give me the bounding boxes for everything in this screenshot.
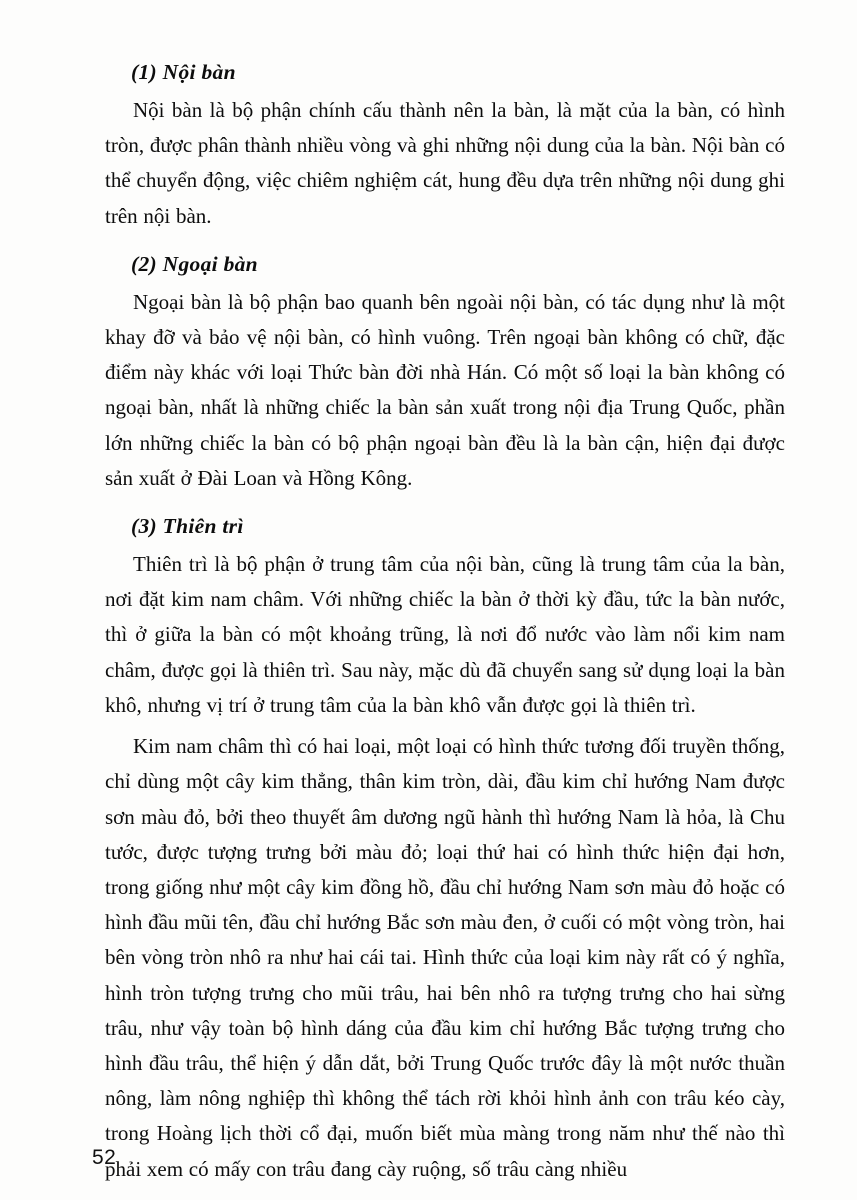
paragraph: Ngoại bàn là bộ phận bao quanh bên ngoài nội bàn, có tác dụng như là một khay đỡ và bảo vệ nội bàn, có hình vuông. Trên ngoại bàn không có chữ, đặc điểm này khác với loại Thức bàn đời nhà Hán. Có một số loại la bàn không có ngoại bàn, nhất là những chiếc la bàn sản xuất trong nội địa Trung Quốc, phần lớn những chiếc la bàn có bộ phận ngoại bàn đều là la bàn cận, hiện đại được sản xuất ở Đài Loan và Hồng Kông.	[105, 289, 785, 490]
section-heading: (1) Nội bàn	[131, 60, 236, 84]
section-ngoai-ban	[105, 250, 785, 496]
section-noi-ban	[105, 58, 785, 234]
paragraph: Thiên trì là bộ phận ở trung tâm của nội bàn, cũng là trung tâm của la bàn, nơi đặt kim nam châm. Với những chiếc la bàn ở thời kỳ đầu, tức la bàn nước, thì ở giữa la bàn có một khoảng trũng, là nơi đổ nước vào làm nổi kim nam châm, được gọi là thiên trì. Sau này, mặc dù đã chuyển sang sử dụng loại la bàn khô, nhưng vị trí ở trung tâm của la bàn khô vẫn được gọi là thiên trì.	[105, 552, 785, 717]
text-column	[105, 58, 785, 1187]
paragraph: Nội bàn là bộ phận chính cấu thành nên la bàn, là mặt của la bàn, có hình tròn, được phân thành nhiều vòng và ghi những nội dung của la bàn. Nội bàn có thể chuyển động, việc chiêm nghiệm cát, hung đều dựa trên những nội dung ghi trên nội bàn.	[105, 98, 785, 228]
section-body	[105, 285, 785, 496]
section-heading: (2) Ngoại bàn	[131, 251, 258, 276]
section-thien-tri	[105, 512, 785, 1187]
paragraph: Kim nam châm thì có hai loại, một loại có hình thức tương đối truyền thống, chỉ dùng một cây kim thẳng, thân kim tròn, dài, đầu kim chỉ hướng Nam được sơn màu đỏ, bởi theo thuyết âm dương ngũ hành thì hướng Nam là hỏa, là Chu tước, được tượng trưng bởi màu đỏ; loại thứ hai có hình thức hiện đại hơn, trong giống như một cây kim đồng hồ, đầu chỉ hướng Nam sơn màu đỏ hoặc có hình đầu mũi tên, đầu chỉ hướng Bắc sơn màu đen, ở cuối có một vòng tròn, hai bên vòng tròn nhô ra như hai cái tai. Hình thức của loại kim này rất có ý nghĩa, hình tròn tượng trưng cho mũi trâu, hai bên nhô ra tượng trưng cho hai sừng trâu, như vậy toàn bộ hình dáng của đầu kim chỉ hướng Bắc tượng trưng cho hình đầu trâu, thể hiện ý dẫn dắt, bởi Trung Quốc trước đây là một nước thuần nông, làm nông nghiệp thì không thể tách rời khỏi hình ảnh con trâu kéo cày, trong Hoàng lịch thời cổ đại, muốn biết mùa màng trong năm như thế nào thì phải xem có mấy con trâu đang cày ruộng, số trâu càng nhiều	[105, 734, 785, 1181]
section-body	[105, 547, 785, 1187]
section-body	[105, 93, 785, 234]
page-number: 52	[92, 1146, 117, 1169]
section-heading: (3) Thiên trì	[131, 514, 244, 539]
